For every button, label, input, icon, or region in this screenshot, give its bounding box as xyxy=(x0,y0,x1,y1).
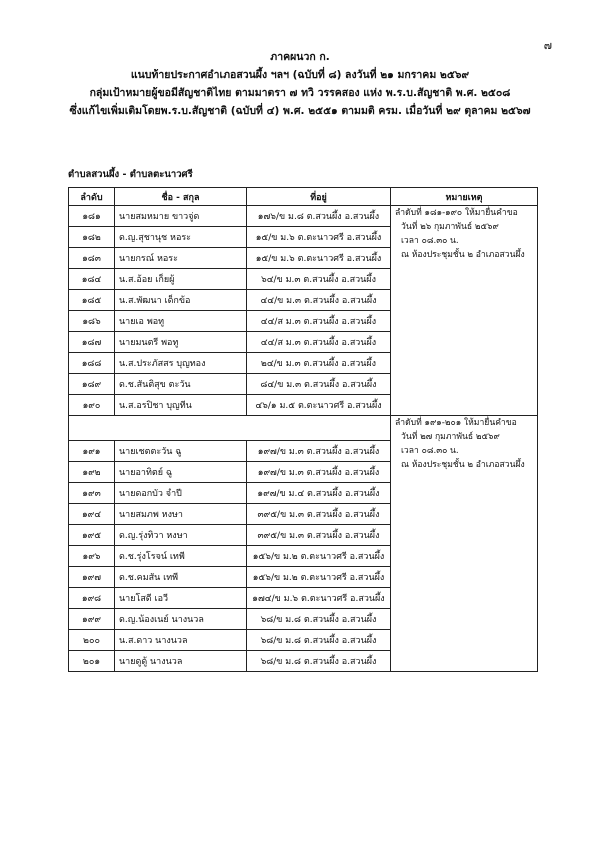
person-name: นายอาทิตย์ ฉู xyxy=(115,462,247,483)
person-name: ด.ญ.น้องเนย์ นางนวล xyxy=(115,609,247,630)
order-number: ๑๘๖ xyxy=(69,311,115,332)
order-number: ๒๐๐ xyxy=(69,630,115,651)
applicant-table xyxy=(68,187,538,672)
order-number: ๑๙๖ xyxy=(69,546,115,567)
person-name: นายโสดี เอวี xyxy=(115,588,247,609)
address: ๑๕/ข ม.๖ ต.ตะนาวศรี อ.สวนผึ้ง xyxy=(247,248,391,269)
person-name: นายเชตตะวัน ฉู xyxy=(115,441,247,462)
announcement-reference: แนบท้ายประกาศอำเภอสวนผึ้ง ฯลฯ (ฉบับที่ ๘) ลงวันที่ ๒๑ มกราคม ๒๕๖๙ xyxy=(130,69,470,81)
person-name: น.ส.พัฒนา เด็กข้อ xyxy=(115,290,247,311)
order-number: ๑๙๐ xyxy=(69,395,115,416)
address: ๑๙๗/ข ม.๓ ต.สวนผึ้ง อ.สวนผึ้ง xyxy=(247,462,391,483)
person-name: นายดอกบัว จำปี xyxy=(115,483,247,504)
table-row xyxy=(69,206,538,227)
spacer-row xyxy=(69,416,538,441)
header-name: ชื่อ - สกุล xyxy=(115,188,247,206)
order-number: ๑๘๓ xyxy=(69,248,115,269)
remark-line: ณ ห้องประชุมชั้น ๒ อำเภอสวนผึ้ง xyxy=(401,460,525,470)
person-name: นายสมหมาย ขาวจู่ด xyxy=(115,206,247,227)
remark-line: เวลา ๐๘.๓๐ น. xyxy=(401,236,459,246)
order-number: ๑๙๔ xyxy=(69,504,115,525)
address: ๑๙๗/ข ม.๔ ต.สวนผึ้ง อ.สวนผึ้ง xyxy=(247,483,391,504)
person-name: น.ส.อ้อย เก็ยผู้ xyxy=(115,269,247,290)
order-number: ๑๘๘ xyxy=(69,353,115,374)
order-number: ๑๘๒ xyxy=(69,227,115,248)
remark-note xyxy=(391,206,538,416)
remark-note xyxy=(391,416,538,672)
order-number: ๑๘๕ xyxy=(69,290,115,311)
table-header-row xyxy=(69,188,538,206)
person-name: ด.ช.สันติสุข ตะวัน xyxy=(115,374,247,395)
address: ๔๔/ส ม.๓ ต.สวนผึ้ง อ.สวนผึ้ง xyxy=(247,332,391,353)
order-number: ๑๙๒ xyxy=(69,462,115,483)
person-name: ด.ช.คมสัน เทพี xyxy=(115,567,247,588)
address: ๓๙๕/ข ม.๓ ต.สวนผึ้ง อ.สวนผึ้ง xyxy=(247,525,391,546)
address: ๒๔/ข ม.๓ ต.สวนผึ้ง อ.สวนผึ้ง xyxy=(247,353,391,374)
address: ๑๗๖/ข ม.๘ ต.สวนผึ้ง อ.สวนผึ้ง xyxy=(247,206,391,227)
spacer-cell xyxy=(69,416,391,441)
address: ๑๕๖/ข ม.๒ ต.ตะนาวศรี อ.สวนผึ้ง xyxy=(247,546,391,567)
person-name: ด.ช.รุ่งโรจน์ เทพี xyxy=(115,546,247,567)
address: ๖๘/ข ม.๘ ต.สวนผึ้ง อ.สวนผึ้ง xyxy=(247,651,391,672)
order-number: ๑๙๕ xyxy=(69,525,115,546)
header-address: ที่อยู่ xyxy=(247,188,391,206)
page-number: ๗ xyxy=(543,39,552,52)
order-number: ๒๐๑ xyxy=(69,651,115,672)
address: ๘๔/ข ม.๓ ต.สวนผึ้ง อ.สวนผึ้ง xyxy=(247,374,391,395)
person-name: ด.ญ.รุ่งทิวา หงษา xyxy=(115,525,247,546)
order-number: ๑๙๙ xyxy=(69,609,115,630)
person-name: น.ส.อรปิชา บุญทีน xyxy=(115,395,247,416)
remark-line: ลำดับที่ ๑๘๑-๑๙๐ ให้มายื่นคำขอ xyxy=(395,208,518,218)
order-number: ๑๘๑ xyxy=(69,206,115,227)
person-name: น.ส.ดาว นางนวล xyxy=(115,630,247,651)
remark-line: วันที่ ๒๖ กุมภาพันธ์ ๒๕๖๙ xyxy=(401,222,499,232)
address: ๖๘/ข ม.๘ ต.สวนผึ้ง อ.สวนผึ้ง xyxy=(247,630,391,651)
target-group-line: กลุ่มเป้าหมายผู้ขอมีสัญชาติไทย ตามมาตรา ๗ ทวิ วรรคสอง แห่ง พ.ร.บ.สัญชาติ พ.ศ. ๒๕๐๘ xyxy=(89,87,511,99)
remark-line: วันที่ ๒๗ กุมภาพันธ์ ๒๕๖๙ xyxy=(401,432,500,442)
remark-line: ลำดับที่ ๑๙๑-๒๐๑ ให้มายื่นคำขอ xyxy=(395,418,517,428)
person-name: นายสมภพ หงษา xyxy=(115,504,247,525)
address: ๓๙๕/ข ม.๓ ต.สวนผึ้ง อ.สวนผึ้ง xyxy=(247,504,391,525)
amendment-line: ซึ่งแก้ไขเพิ่มเติมโดยพ.ร.บ.สัญชาติ (ฉบับที่ ๔) พ.ศ. ๒๕๕๑ ตามมติ ครม. เมื่อวันที่ ๒๙ ตุลาคม ๒๕๖๗ xyxy=(69,105,531,117)
address: ๑๕/ข ม.๖ ต.ตะนาวศรี อ.สวนผึ้ง xyxy=(247,227,391,248)
order-number: ๑๘๙ xyxy=(69,374,115,395)
person-name: นายกรณ์ หอระ xyxy=(115,248,247,269)
order-number: ๑๘๗ xyxy=(69,332,115,353)
order-number: ๑๘๔ xyxy=(69,269,115,290)
person-name: นายมนตรี พอทู xyxy=(115,332,247,353)
address: ๖๘/ข ม.๘ ต.สวนผึ้ง อ.สวนผึ้ง xyxy=(247,609,391,630)
header-order: ลำดับ xyxy=(69,188,115,206)
person-name: นายดูดู้ นางนวล xyxy=(115,651,247,672)
address: ๑๙๗/ข ม.๓ ต.สวนผึ้ง อ.สวนผึ้ง xyxy=(247,441,391,462)
address: ๔๖/๑ ม.๕ ต.ตะนาวศรี อ.สวนผึ้ง xyxy=(247,395,391,416)
remark-line: ณ ห้องประชุมชั้น ๒ อำเภอสวนผึ้ง xyxy=(401,250,525,260)
address: ๖๔/ข ม.๓ ต.สวนผึ้ง อ.สวนผึ้ง xyxy=(247,269,391,290)
address: ๑๗๔/ข ม.๖ ต.ตะนาวศรี อ.สวนผึ้ง xyxy=(247,588,391,609)
order-number: ๑๙๗ xyxy=(69,567,115,588)
appendix-title: ภาคผนวก ก. xyxy=(270,51,330,63)
order-number: ๑๙๑ xyxy=(69,441,115,462)
person-name: นายเอ พอทู xyxy=(115,311,247,332)
section-title: ตำบลสวนผึ้ง - ตำบลตะนาวศรี xyxy=(68,169,193,180)
person-name: น.ส.ประภัสสร บุญทอง xyxy=(115,353,247,374)
order-number: ๑๙๘ xyxy=(69,588,115,609)
remark-line: เวลา ๐๘.๓๐ น. xyxy=(401,446,459,456)
address: ๔๔/ส ม.๓ ต.สวนผึ้ง อ.สวนผึ้ง xyxy=(247,311,391,332)
address: ๑๕๖/ข ม.๒ ต.ตะนาวศรี อ.สวนผึ้ง xyxy=(247,567,391,588)
person-name: ด.ญ.สุชานุช หอระ xyxy=(115,227,247,248)
header-remark: หมายเหตุ xyxy=(391,188,538,206)
document-heading xyxy=(0,48,600,120)
order-number: ๑๙๓ xyxy=(69,483,115,504)
address: ๔๔/ข ม.๓ ต.สวนผึ้ง อ.สวนผึ้ง xyxy=(247,290,391,311)
